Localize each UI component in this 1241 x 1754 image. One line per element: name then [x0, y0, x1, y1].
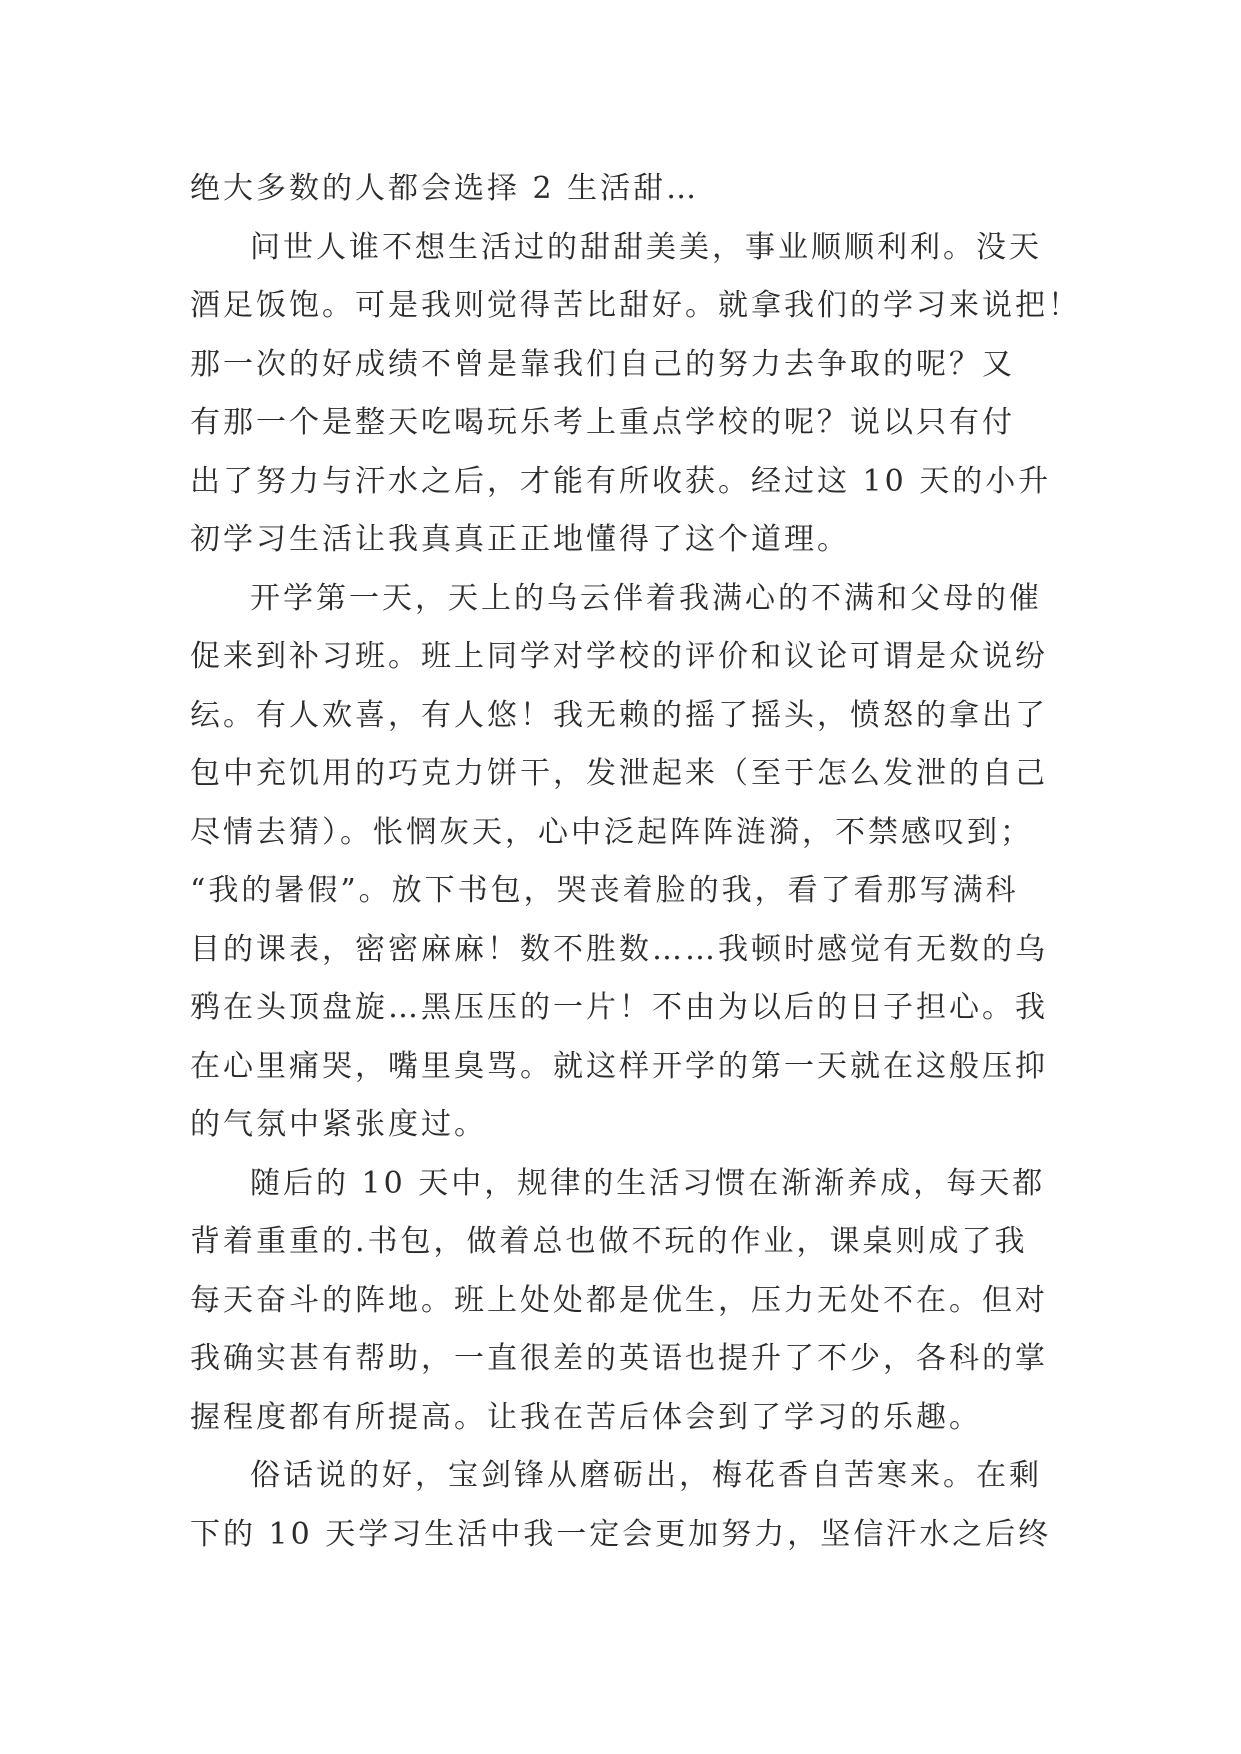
paragraph: [190, 570, 1060, 1155]
text-line: 握程度都有所提高。让我在苦后体会到了学习的乐趣。: [190, 1399, 982, 1435]
text-line: 那一次的好成绩不曾是靠我们自己的努力去争取的呢？又: [190, 346, 1015, 382]
paragraph: [190, 1447, 1060, 1564]
text-line: 随后的 10 天中，规律的生活习惯在渐渐养成，每天都: [250, 1165, 1046, 1201]
paragraph: [190, 1155, 1060, 1448]
paragraph: [190, 219, 1081, 570]
text-line: 问世人谁不想生活过的甜甜美美，事业顺顺利利。没天: [250, 229, 1042, 265]
article-body: [190, 160, 1081, 1564]
text-line: 尽情去猜）。怅惘灰天，心中泛起阵阵涟漪，不禁感叹到；: [190, 814, 1033, 850]
text-line: 开学第一天，天上的乌云伴着我满心的不满和父母的催: [250, 580, 1042, 616]
text-line: 酒足饭饱。可是我则觉得苦比甜好。就拿我们的学习来说把！: [190, 288, 1081, 323]
paragraph: [190, 160, 1060, 219]
text-line: 促来到补习班。班上同学对学校的评价和议论可谓是众说纷: [190, 639, 1048, 674]
text-line: 出了努力与汗水之后，才能有所收获。经过这 10 天的小升: [190, 463, 1052, 499]
text-line: 的气氛中紧张度过。: [190, 1107, 487, 1142]
text-line: 每天奋斗的阵地。班上处处都是优生，压力无处不在。但对: [190, 1282, 1048, 1318]
text-line: 俗话说的好，宝剑锋从磨砺出，梅花香自苦寒来。在剩: [250, 1458, 1042, 1493]
text-line: 初学习生活让我真真正正地懂得了这个道理。: [190, 522, 850, 557]
text-line: “我的暑假”。放下书包，哭丧着脸的我，看了看那写满科: [190, 873, 1019, 908]
text-line: 绝大多数的人都会选择 2 生活甜…: [190, 171, 700, 206]
text-line: 鸦在头顶盘旋…黑压压的一片！不由为以后的日子担心。我: [190, 990, 1048, 1025]
text-line: 包中充饥用的巧克力饼干，发泄起来（至于怎么发泄的自己: [190, 756, 1048, 791]
text-line: 在心里痛哭，嘴里臭骂。就这样开学的第一天就在这般压抑: [190, 1048, 1048, 1084]
text-line: 有那一个是整天吃喝玩乐考上重点学校的呢？说以只有付: [190, 405, 1015, 440]
text-line: 背着重重的.书包，做着总也做不玩的作业，课桌则成了我: [190, 1224, 1028, 1259]
text-line: 纭。有人欢喜，有人悠！我无赖的摇了摇头，愤怒的拿出了: [190, 697, 1048, 733]
text-line: 我确实甚有帮助，一直很差的英语也提升了不少，各科的掌: [190, 1341, 1048, 1376]
text-line: 目的课表，密密麻麻！数不胜数……我顿时感觉有无数的乌: [190, 931, 1048, 967]
text-line: 下的 10 天学习生活中我一定会更加努力，坚信汗水之后终: [190, 1516, 1052, 1552]
